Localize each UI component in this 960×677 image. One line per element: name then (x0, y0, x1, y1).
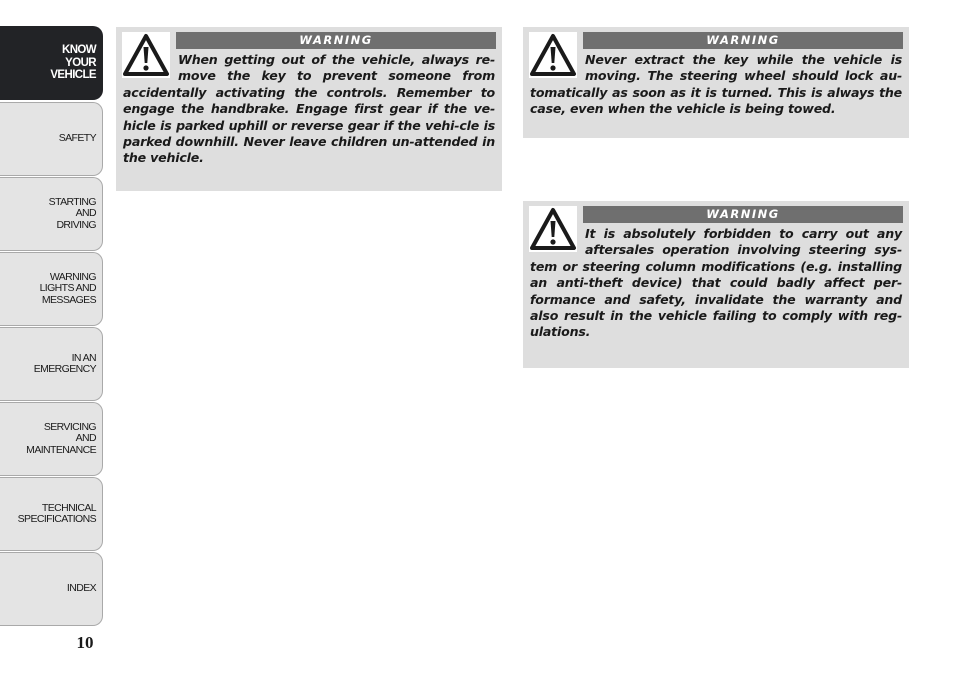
page-number: 10 (76, 633, 94, 652)
tab-know-your-vehicle[interactable]: KNOW YOUR VEHICLE (0, 26, 103, 100)
warning-text: Never extract the key while the vehicle is moving. The steering wheel should lock au-tomatically as soon as it is turned. This is always the case, even when the vehicle is being towed. (530, 52, 902, 117)
warning-heading: WARNING (176, 32, 496, 49)
warning-heading: WARNING (583, 32, 903, 49)
warning-heading: WARNING (583, 206, 903, 223)
warning-box-key-removal (116, 27, 502, 191)
tab-starting-and-driving[interactable]: STARTING AND DRIVING (0, 177, 103, 251)
warning-box-key-extraction (523, 27, 909, 138)
tab-warning-lights-and-messages[interactable]: WARNING LIGHTS AND MESSAGES (0, 252, 103, 326)
warning-triangle-icon (529, 206, 577, 252)
warning-text: When getting out of the vehicle, always re-move the key to prevent someone from accidentally activating the controls. Remember to engage the handbrake. Engage first gear if the ve-hicle is parked uphill or reverse gear if the vehi-cle is parked downhill. Never leave children un-attended in the vehicle. (123, 52, 495, 166)
tab-technical-specifications[interactable]: TECHNICAL SPECIFICATIONS (0, 477, 103, 551)
tab-in-an-emergency[interactable]: IN AN EMERGENCY (0, 327, 103, 401)
warning-box-steering-modifications (523, 201, 909, 368)
warning-triangle-icon (122, 32, 170, 78)
tab-index[interactable]: INDEX (0, 552, 103, 626)
warning-text: It is absolutely forbidden to carry out any aftersales operation involving steering sys-tem or steering column modifications (e.g. installing an anti-theft device) that could badly affect per-formance and safety, invalidate the warranty and also result in the vehicle failing to comply with reg-ulations. (530, 226, 902, 340)
tab-safety[interactable]: SAFETY (0, 102, 103, 176)
warning-triangle-icon (529, 32, 577, 78)
tab-servicing-and-maintenance[interactable]: SERVICING AND MAINTENANCE (0, 402, 103, 476)
